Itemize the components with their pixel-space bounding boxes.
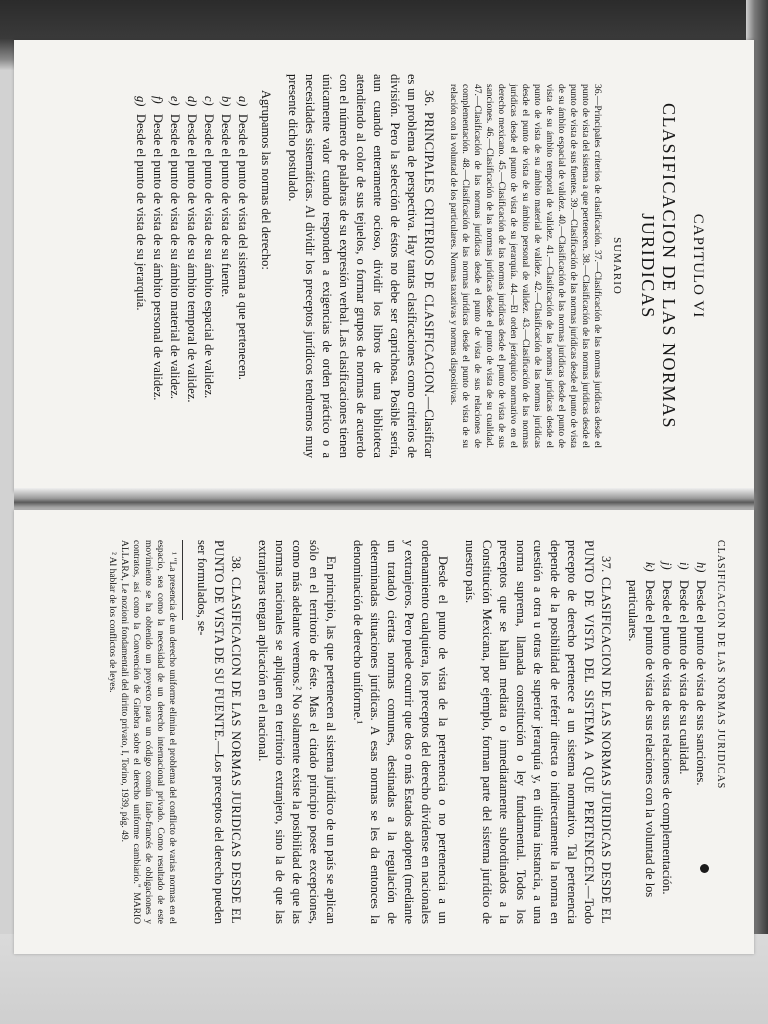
list-item: h)Desde el punto de vista de sus sanciones. [694, 562, 708, 786]
list-item: d)Desde el punto de vista de su ámbito temporal de validez. [185, 96, 199, 403]
paragraph-36-text: —Clasificar es un problema de perspectiva. Hay tantas clasificaciones como criterios de división. Pero la selección de éstos no debe ser caprichosa. Posible sería, aun cuando enteramente ocioso, dividir los libros de una biblioteca atendiendo al color de sus tejuelos, o formar grupos de normas de acuerdo con el número de palabras de su expresión verbal. Las clasificaciones tienen únicamente valor cuando responden a exigencias de orden práctico o a necesidades sistemáticas. Al dividir los preceptos jurídicos tendremos muy presente dicho postulado. [286, 74, 436, 458]
list-item: e)Desde el punto de vista de su ámbito material de validez. [168, 96, 182, 399]
classification-list-a-g [132, 74, 251, 458]
running-head: CLASIFICACION DE LAS NORMAS JURIDICAS [715, 540, 726, 790]
footnote-1: ¹ "La presencia de un derecho uniforme elimina el problema del conflicto de varias normas en el espacio, sea como la necesidad de un derecho internacional privado. Como resultado de este movimiento se ha obtenido un proyecto para un código común ítalo-francés de obligaciones y contratos, así como la Convención de Ginebra sobre el derecho uniforme cambiario." MARIO ALLARA, Le nozioni fondamentali del diritto privato, I, Torino, 1939, pág. 49. [119, 540, 177, 924]
list-item: b)Desde el punto de vista de su fuente. [219, 96, 233, 298]
paragraph-37-territorial: En principio, las que pertenecen al sistema jurídico de un país se aplican sólo en el territorio de éste. Mas el citado principio posee excepciones, como más adelante veremos.² No solamente existe la posibilidad de que las normas nacionales se apliquen en territorio extranjero, sino la de que las extranjeras tengan aplicación en el nacional. [256, 540, 338, 924]
list-item: k)Desde el punto de vista de sus relaciones con la voluntad de los particulares. [626, 562, 657, 898]
paragraph-37-national-foreign: Desde el punto de vista de la pertenencia o no pertenencia a un ordenamiento cualquiera, los preceptos del derecho divídense en nacionales y extranjeros. Pero puede ocurrir que dos o más Estados adopten (mediante un tratado) ciertas normas comunes, destinadas a la regulación de determinadas situaciones jurídicas. A esas normas se les da entonces la denominación de derecho uniforme.¹ [351, 540, 450, 924]
page-content-rotated [14, 40, 754, 492]
list-item: i)Desde el punto de vista de su cualidad. [677, 562, 691, 775]
paragraph-38-text: —Los preceptos del derecho pueden ser formulados, se- [195, 540, 226, 924]
page-content-rotated [14, 510, 754, 954]
list-item: a)Desde el punto de vista del sistema a que pertenecen. [236, 96, 250, 380]
paragraph-38 [193, 540, 244, 924]
paragraph-37 [461, 540, 614, 924]
classification-list-h-k [624, 540, 709, 924]
paragraph-37-text: —Todo precepto de derecho pertenece a un sistema normativo. Tal pertenencia depende de la posibilidad de referir directa o indirectamente la norma en cuestión a otra u otras de superior jerarquía y, en última instancia, a una norma suprema, llamada constitución o ley fundamental. Todos los preceptos que se hallan mediata o inmediatamente subordinados a la Constitución Mexicana, por ejemplo, forman parte del sistema jurídico de nuestro país. [463, 540, 596, 924]
paragraph-36 [284, 74, 437, 458]
list-item: j)Desde el punto de vista de sus relaciones de complementación. [660, 562, 674, 895]
list-item: c)Desde el punto de vista de su ámbito espacial de validez. [202, 96, 216, 399]
paragraph-37-heading: 37. CLASIFICACION DE LAS NORMAS JURIDICAS DESDE EL PUNTO DE VISTA DEL SISTEMA A QUE PERTENECEN. [582, 540, 613, 924]
summary-heading: SUMARIO [611, 237, 623, 295]
ink-dot-mark [700, 864, 709, 873]
paragraph-38-heading: 38. CLASIFICACION DE LAS NORMAS JURIDICAS DESDE EL PUNTO DE VISTA DE SU FUENTE. [212, 540, 243, 924]
footnote-2: ² Al hablar de los conflictos de leyes. [107, 552, 117, 693]
summary-text: 36.—Principales criterios de clasificación. 37.—Clasificación de las normas jurídicas desde el punto de vista del sistema a que pertenecen. 38.—Clasificación de las normas jurídicas desde el punto de vista de sus fuentes. 39.—Clasificación de las normas jurídicas desde el punto de vista de su ámbito espacial de validez. 40.—Clasificación de las normas jurídicas desde el punto de vista de su ámbito temporal de validez. 41.—Clasificación de las normas jurídicas desde el punto de vista de su ámbito material de validez. 42.—Clasificación de las normas jurídicas desde el punto de vista de su ámbito personal de validez. 43.—Clasificación de las normas jurídicas desde el punto de vista de su jerarquía. 44.—El orden jerárquico normativo en el derecho mexicano. 45.—Clasificación de las normas jurídicas desde el punto de vista de sus sanciones. 46.—Clasificación de las normas jurídicas desde el punto de vista de su cualidad. 47.—Clasificación de las normas jurídicas desde el punto de vista de sus relaciones de complementación. 48.—Clasificación de las normas jurídicas desde el punto de vista de su relación con la voluntad de los particulares. Normas taxativas y normas dispositivas. [448, 84, 602, 448]
grouping-intro: Agrupamos las normas del derecho: [259, 90, 273, 270]
list-item: g)Desde el punto de vista de su jerarquía. [134, 96, 148, 311]
paragraph-36-heading: 36. PRINCIPALES CRITERIOS DE CLASIFICACION. [422, 90, 436, 397]
book-page-continuation [14, 510, 754, 954]
footnote-divider [182, 540, 183, 620]
list-item: f)Desde el punto de vista de su ámbito personal de validez. [151, 96, 165, 401]
book-page-chapter-opening [14, 40, 754, 492]
chapter-title: CLASIFICACION DE LAS NORMAS JURIDICAS [638, 102, 679, 430]
chapter-number: CAPITULO VI [690, 213, 706, 319]
